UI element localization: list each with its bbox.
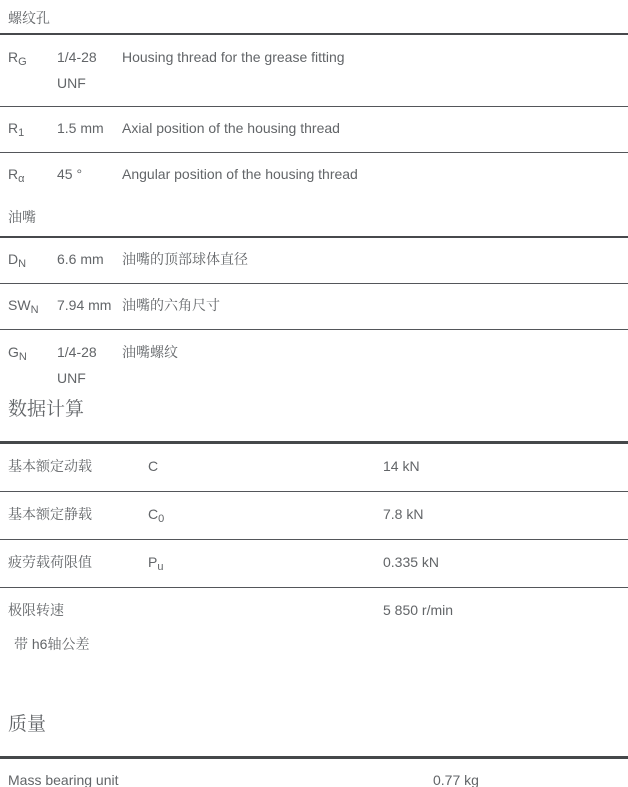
symbol-subscript: 0	[158, 513, 165, 525]
symbol-subscript: G	[18, 56, 27, 68]
value-cell: 6.6 mm	[57, 251, 104, 267]
symbol-base: D	[8, 251, 19, 267]
symbol-cell	[148, 597, 383, 657]
symbol-cell	[148, 453, 383, 481]
description-cell: Axial position of the housing thread	[122, 120, 340, 136]
property-label-cell: 基本额定静载	[8, 506, 92, 522]
table-row	[0, 329, 628, 395]
symbol-subscript: N	[18, 351, 27, 363]
description-cell: 油嘴的顶部球体直径	[122, 251, 248, 267]
calculation-data-table	[0, 441, 628, 673]
table-row	[0, 152, 628, 198]
table-row	[0, 106, 628, 152]
symbol-base: SW	[8, 297, 31, 313]
symbol-base: G	[8, 344, 19, 360]
table-row	[0, 587, 628, 673]
description-cell: 油嘴螺纹	[122, 344, 178, 360]
value-cell: 1/4-28 UNF	[57, 344, 97, 386]
grease-nipple-table	[0, 236, 628, 395]
table-row	[0, 491, 628, 539]
symbol-subscript: u	[157, 561, 164, 573]
property-label: 极限转速	[8, 602, 64, 618]
symbol-cell	[8, 292, 57, 320]
property-label-cell: 基本额定动载	[8, 458, 92, 474]
description-cell: Housing thread for the grease fitting	[122, 49, 345, 65]
symbol-subscript: α	[18, 173, 25, 185]
symbol-cell	[8, 161, 57, 189]
symbol-cell	[148, 549, 383, 577]
symbol-base: C	[148, 458, 159, 474]
section-title-calculation-data: 数据计算	[8, 399, 85, 420]
thread-hole-table	[0, 33, 628, 198]
property-label-cell	[8, 597, 148, 657]
description-cell: 油嘴的六角尺寸	[122, 297, 220, 313]
symbol-base: R	[8, 49, 19, 65]
symbol-base: P	[148, 554, 158, 570]
property-label-cell: 疲劳载荷限值	[8, 554, 92, 570]
subheader-thread-hole: 螺纹孔	[8, 10, 50, 26]
table-row	[0, 238, 628, 283]
value-cell: 14 kN	[383, 458, 420, 474]
symbol-cell	[8, 246, 57, 274]
symbol-cell	[8, 339, 57, 391]
value-cell: 7.8 kN	[383, 506, 424, 522]
subheader-grease-nipple: 油嘴	[8, 209, 36, 225]
symbol-base: R	[8, 166, 19, 182]
value-cell: 1/4-28 UNF	[57, 49, 97, 91]
symbol-subscript: N	[30, 304, 39, 316]
section-title-mass: 质量	[8, 714, 47, 735]
mass-table	[0, 756, 628, 787]
table-row	[0, 283, 628, 329]
value-cell: 0.77 kg	[433, 772, 479, 787]
symbol-base: C	[148, 506, 159, 522]
value-cell: 45 °	[57, 166, 83, 182]
table-row	[0, 759, 628, 787]
value-cell: 7.94 mm	[57, 297, 112, 313]
table-row	[0, 539, 628, 587]
value-cell: 0.335 kN	[383, 554, 440, 570]
value-cell: 1.5 mm	[57, 120, 104, 136]
table-row	[0, 35, 628, 106]
symbol-cell	[8, 115, 57, 143]
tolerance-note: 带 h6轴公差	[14, 636, 90, 652]
symbol-cell	[148, 501, 383, 529]
symbol-cell	[8, 44, 57, 96]
table-row	[0, 444, 628, 491]
symbol-subscript: N	[18, 258, 27, 270]
symbol-subscript: 1	[18, 127, 25, 139]
description-cell: Angular position of the housing thread	[122, 166, 358, 182]
value-cell: 5 850 r/min	[383, 602, 454, 618]
symbol-base: R	[8, 120, 19, 136]
property-label-cell: Mass bearing unit	[8, 772, 119, 787]
